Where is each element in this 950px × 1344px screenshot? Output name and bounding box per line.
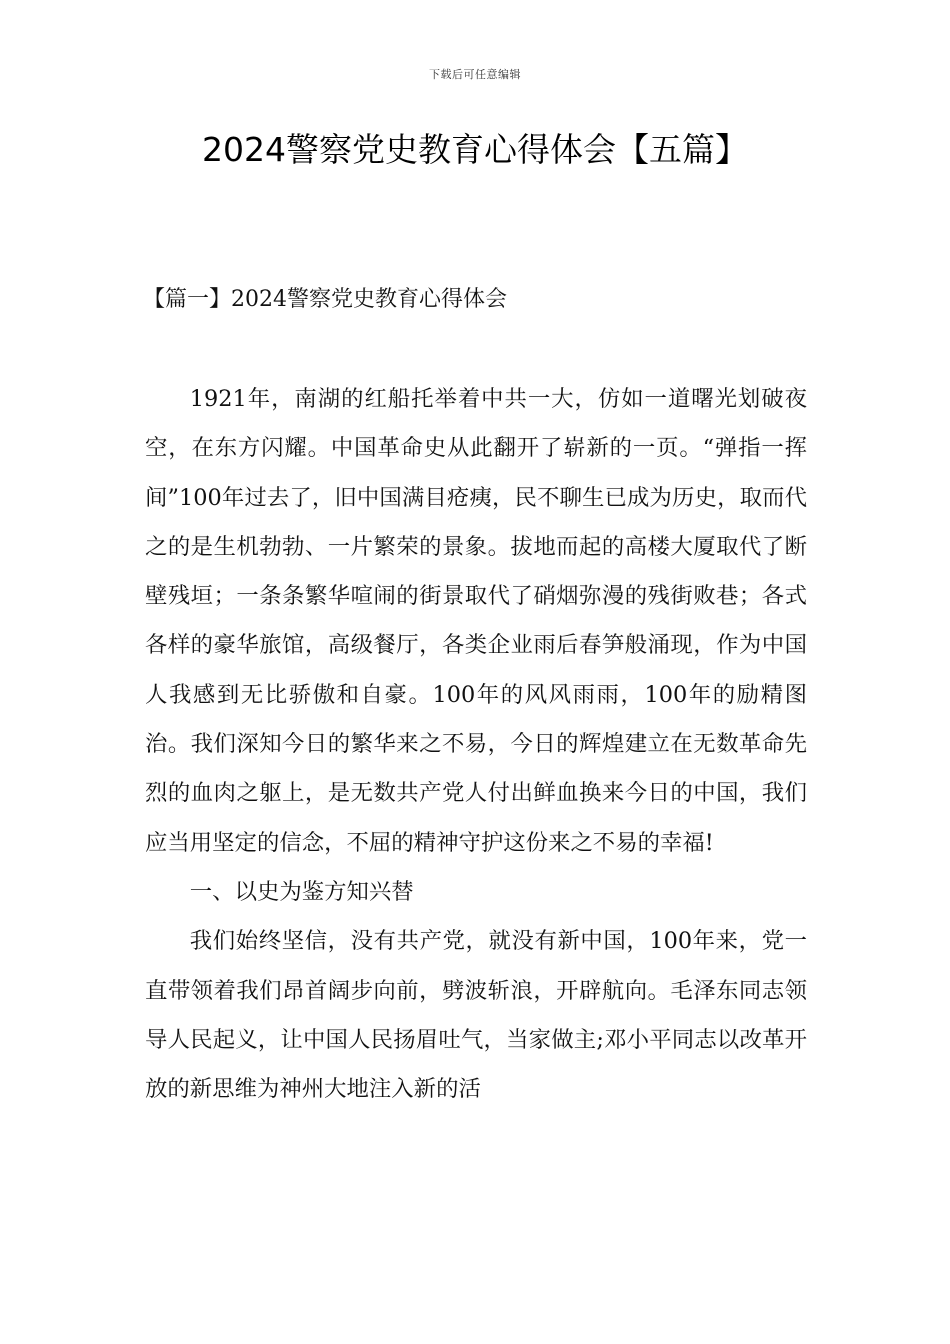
paragraph-intro: 1921年，南湖的红船托举着中共一大，仿如一道曙光划破夜空，在东方闪耀。中国革命史从此翻开了崭新的一页。“弹指一挥间”100年过去了，旧中国满目疮痍，民不聊生已成为历史，取而代之的是生机勃勃、一片繁荣的景象。拔地而起的高楼大厦取代了断壁残垣；一条条繁华喧闹的街景取代了硝烟弥漫的残街败巷；各式各样的豪华旅馆，高级餐厅，各类企业雨后春笋般涌现，作为中国人我感到无比骄傲和自豪。100年的风风雨雨，100年的励精图治。我们深知今日的繁华来之不易，今日的辉煌建立在无数革命先烈的血肉之躯上，是无数共产党人付出鲜血换来今日的中国，我们应当用坚定的信念，不屈的精神守护这份来之不易的幸福! [145,386,807,856]
document-title: 2024警察党史教育心得体会【五篇】 [202,130,748,169]
section-heading: 【篇一】2024警察党史教育心得体会 [143,287,507,312]
header-note: 下载后可任意编辑 [429,68,521,81]
subheading-history: 一、以史为鉴方知兴替 [189,878,414,905]
body-text [145,375,807,1114]
paragraph-history: 我们始终坚信，没有共产党，就没有新中国，100年来，党一直带领着我们昂首阔步向前，劈波斩浪，开辟航向。毛泽东同志领导人民起义，让中国人民扬眉吐气，当家做主;邓小平同志以改革开放的新思维为神州大地注入新的活 [145,928,807,1103]
